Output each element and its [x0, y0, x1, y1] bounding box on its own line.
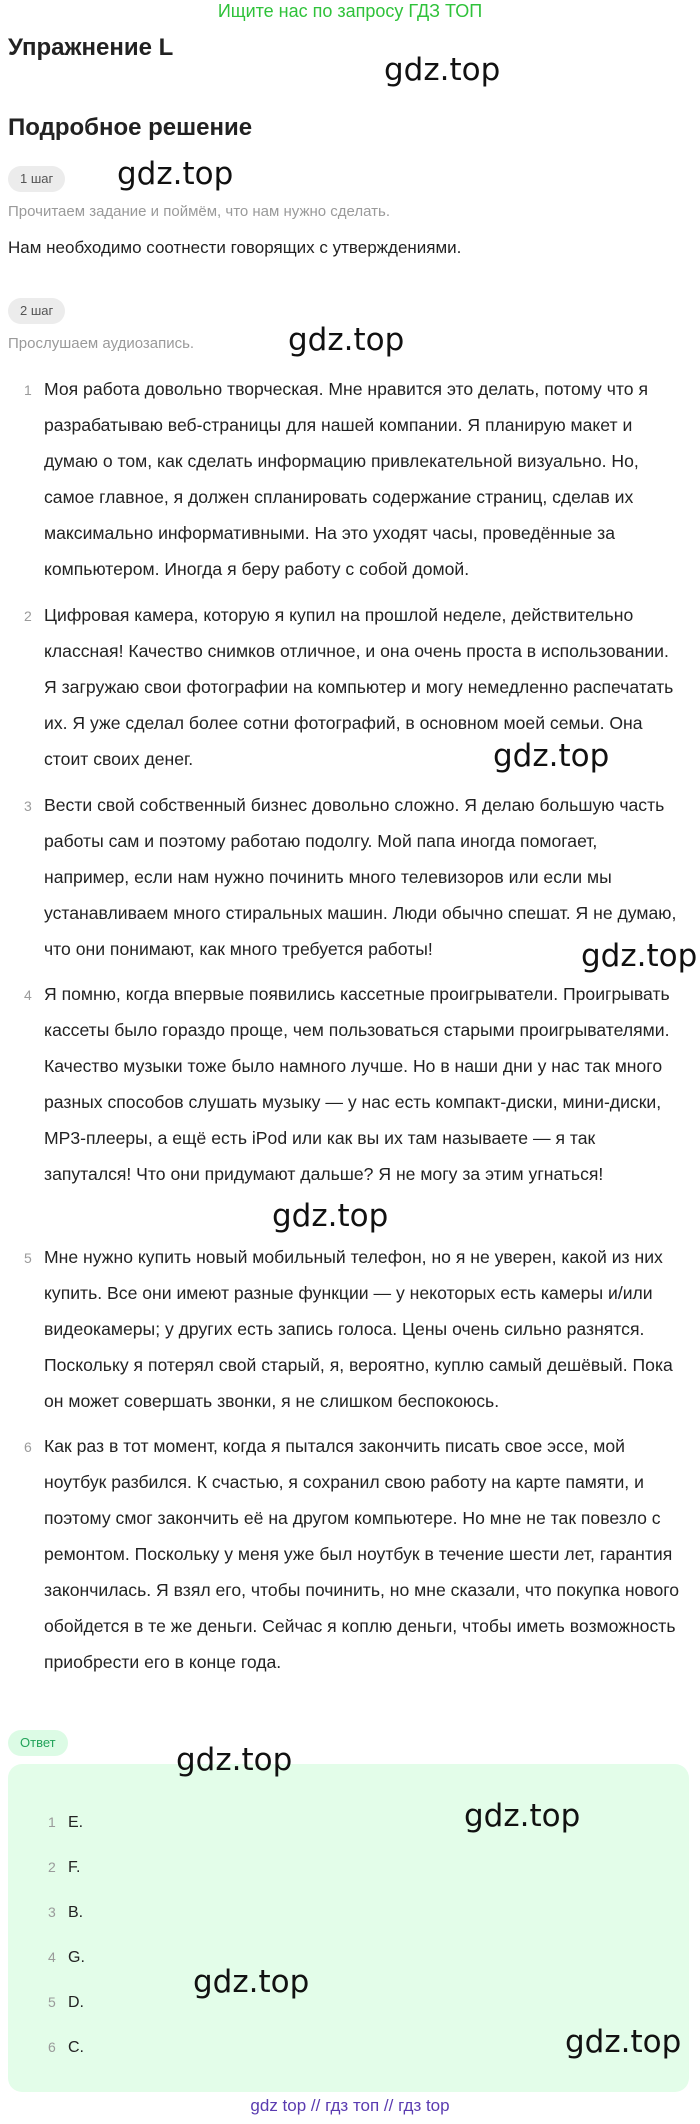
- watermark: gdz.top: [581, 938, 698, 974]
- step-badge-2: 2 шаг: [8, 298, 65, 324]
- answer-number: 5: [48, 1994, 56, 2010]
- step-text-1: Нам необходимо соотнести говорящих с утверждениями.: [8, 238, 462, 257]
- page-title: Упражнение L: [8, 34, 174, 61]
- item-text: Мне нужно купить новый мобильный телефон, но я не уверен, какой из них купить. Все они имеют разные функции — у некоторых есть камеры и/или видеокамеры; у других есть запись голоса. Цены очень сильно разнятся. Поскольку я потерял свой старый, я, вероятно, куплю самый дешёвый. Пока он может совершать звонки, я не слишком беспокоюсь.: [44, 1247, 673, 1411]
- answer-row: [48, 1904, 83, 1922]
- answer-number: 4: [48, 1949, 56, 1965]
- item-number: 5: [24, 1250, 32, 1266]
- answer-value: F.: [68, 1859, 81, 1876]
- item-text: Как раз в тот момент, когда я пытался закончить писать свое эссе, мой ноутбук разбился. К счастью, я сохранил свою работу на карте памяти, и поэтому смог закончить её на другом компьютере. Но мне не так повезло с ремонтом. Поскольку у меня уже был ноутбук в течение шести лет, гарантия закончилась. Я взял его, чтобы починить, но мне сказали, что покупка нового обойдется в те же деньги. Сейчас я коплю деньги, чтобы иметь возможность приобрести его в конце года.: [44, 1436, 680, 1672]
- answer-row: [48, 1994, 84, 2012]
- item-text: Вести свой собственный бизнес довольно сложно. Я делаю большую часть работы сам и поэтому работаю подолгу. Мой папа иногда помогает, например, если нам нужно починить много телевизоров или если мы устанавливаем много стиральных машин. Люди обычно спешат. Я не думаю, что они понимают, как много требуется работы!: [44, 795, 677, 959]
- answer-number: 2: [48, 1859, 56, 1875]
- answer-row: [48, 2039, 84, 2057]
- answer-number: 1: [48, 1814, 56, 1830]
- answer-badge: Ответ: [8, 1730, 68, 1756]
- item-text: Цифровая камера, которую я купил на прошлой неделе, действительно классная! Качество снимков отличное, и она очень проста в использовании. Я загружаю свои фотографии на компьютер и могу немедленно распечатать их. Я уже сделал более сотни фотографий, в основном моей семьи. Она стоит своих денег.: [44, 605, 674, 769]
- item-number: 3: [24, 798, 32, 814]
- item-text: Моя работа довольно творческая. Мне нравится это делать, потому что я разрабатываю веб-страницы для нашей компании. Я планирую макет и думаю о том, как сделать информацию привлекательной визуально. Но, самое главное, я должен спланировать содержание страниц, сделав их максимально информативными. На это уходят часы, проведённые за компьютером. Иногда я беру работу с собой домой.: [44, 379, 648, 579]
- answer-value: C.: [68, 2039, 84, 2056]
- step-hint-2: Прослушаем аудиозапись.: [8, 335, 195, 352]
- answer-value: E.: [68, 1814, 84, 1831]
- item-text: Я помню, когда впервые появились кассетные проигрыватели. Проигрывать кассеты было гораздо проще, чем пользоваться старыми проигрывателями. Качество музыки тоже было намного лучше. Но в наши дни у нас так много разных способов слушать музыку — у нас есть компакт-диски, мини-диски, MP3-плееры, а ещё есть iPod или как вы их там называете — я так запутался! Что они придумают дальше? Я не могу за этим угнаться!: [44, 984, 670, 1184]
- answer-value: D.: [68, 1994, 84, 2011]
- answer-row: [48, 1814, 83, 1832]
- footer-links[interactable]: gdz top // гдз топ // гдз top: [250, 2096, 450, 2115]
- watermark: gdz.top: [272, 1198, 389, 1234]
- answer-number: 3: [48, 1904, 56, 1920]
- answer-row: [48, 1949, 85, 1967]
- watermark: gdz.top: [117, 156, 234, 192]
- item-number: 6: [24, 1439, 32, 1455]
- watermark: gdz.top: [565, 2024, 682, 2060]
- answer-value: G.: [68, 1949, 85, 1966]
- answer-value: B.: [68, 1904, 84, 1921]
- item-number: 1: [24, 382, 32, 398]
- watermark: gdz.top: [384, 52, 501, 88]
- item-number: 2: [24, 608, 32, 624]
- watermark: gdz.top: [493, 738, 610, 774]
- search-banner: Ищите нас по запросу ГДЗ ТОП: [217, 1, 483, 21]
- section-title: Подробное решение: [8, 114, 253, 141]
- answer-number: 6: [48, 2039, 56, 2055]
- answer-row: [48, 1859, 80, 1877]
- watermark: gdz.top: [464, 1798, 581, 1834]
- watermark: gdz.top: [288, 322, 405, 358]
- watermark: gdz.top: [193, 1964, 310, 2000]
- item-number: 4: [24, 987, 32, 1003]
- step-hint-1: Прочитаем задание и поймём, что нам нужно сделать.: [8, 203, 391, 220]
- watermark: gdz.top: [176, 1742, 293, 1778]
- step-badge-1: 1 шаг: [8, 166, 65, 192]
